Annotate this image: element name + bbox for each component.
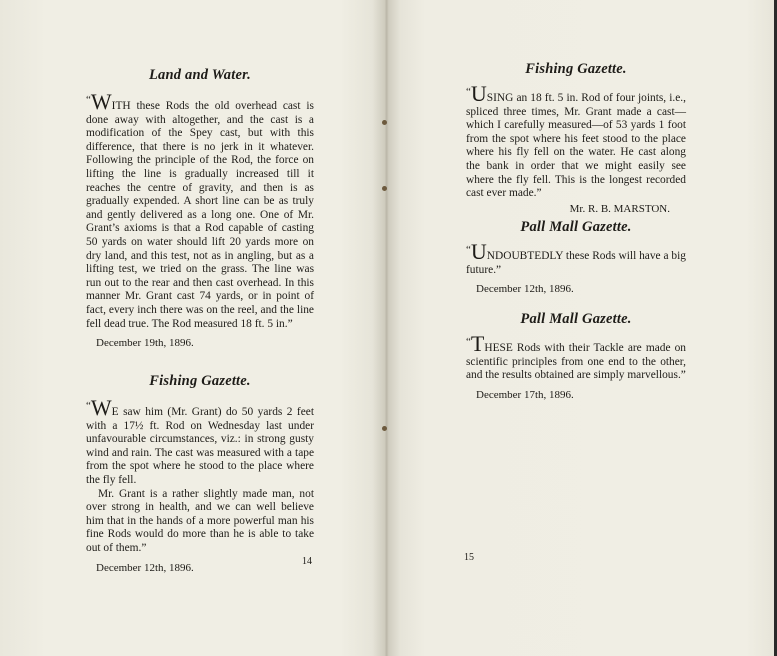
open-quote: “ — [466, 244, 471, 256]
article-date: December 19th, 1896. — [96, 337, 194, 350]
article-heading: Pall Mall Gazette. — [520, 219, 632, 235]
page-number: 15 — [464, 552, 474, 563]
drop-cap: W — [90, 89, 112, 114]
binding-staple — [382, 186, 387, 191]
article-heading: Land and Water. — [149, 67, 251, 83]
left-article-land-and-water — [86, 66, 314, 351]
binding-staple — [382, 426, 387, 431]
article-heading: Pall Mall Gazette. — [520, 311, 632, 327]
article-text: E saw him (Mr. Grant) do 50 yards 2 feet with a 17½ ft. Rod on Wednesday last under unfavourable circumstances, viz.: in strong gusty wind and rain. The cast was measured with a tape from the spot where he stood to the place where the fly fell. — [86, 406, 314, 486]
article-text: Mr. Grant is a rather slightly made man, not over strong in health, and we can well believe him that in the hands of a more powerful man his fine Rods would do more than he is able to take out of them.” — [86, 487, 314, 554]
open-quote: “ — [466, 86, 471, 98]
article-quote — [86, 89, 314, 331]
article-date: December 17th, 1896. — [476, 388, 574, 401]
right-article-pall-mall-2 — [466, 310, 686, 402]
article-text: NDOUBTEDLY these Rods will have a big future.” — [466, 250, 686, 276]
open-quote: “ — [86, 400, 91, 412]
open-quote: “ — [466, 336, 471, 348]
article-text: SING an 18 ft. 5 in. Rod of four joints, i.e., spliced three times, Mr. Grant made a cast—which I carefully measured—of 53 yards 1 foot from the spot where his feet stood to the place where his fly fell on the water. He cast along the bank in order that we might easily see where the fly fell. This is the longest recorded cast ever made.” — [466, 92, 686, 200]
drop-cap: W — [90, 395, 112, 420]
left-article-fishing-gazette — [86, 372, 314, 575]
book-gutter — [372, 0, 400, 656]
drop-cap: U — [470, 81, 487, 106]
article-signature: Mr. R. B. MARSTON. — [569, 202, 670, 215]
article-heading: Fishing Gazette. — [149, 373, 251, 389]
drop-cap: T — [470, 331, 485, 356]
page-number: 14 — [302, 556, 312, 567]
drop-cap: U — [470, 239, 487, 264]
right-article-fishing-gazette — [466, 60, 686, 216]
article-quote — [466, 331, 686, 383]
right-article-pall-mall-1 — [466, 218, 686, 297]
article-text: HESE Rods with their Tackle are made on scientific principles from one end to the other, and the results obtained are simply marvellous.” — [466, 342, 686, 382]
article-text: ITH these Rods the old overhead cast is done away with altogether, and the cast is a modification of the Spey cast, but with this difference, that there is no jerk in it whatever. Following the principle of the Rod, the force on lifting the line is gradually increased till it reaches the centre of gravity, and then is as gradually expended. A short line can be as truly and gently delivered as a long one. One of Mr. Grant’s axioms is that a Rod capable of casting 50 yards on water should lift 20 yards more on dry land, and this test, not as in angling, but as a lifting test, we tried on the grass. The line was run out to the rear and then cast overhead. In this manner Mr. Grant cast 74 yards, or in point of fact, every inch there was on the reel, and the line fell dead true. The Rod measured 18 ft. 5 in.” — [86, 100, 314, 330]
open-quote: “ — [86, 94, 91, 106]
article-date: December 12th, 1896. — [476, 283, 574, 296]
article-quote — [466, 81, 686, 201]
article-quote — [86, 395, 314, 556]
binding-staple — [382, 120, 387, 125]
article-heading: Fishing Gazette. — [525, 61, 627, 77]
article-date: December 12th, 1896. — [96, 561, 194, 574]
article-quote — [466, 239, 686, 277]
